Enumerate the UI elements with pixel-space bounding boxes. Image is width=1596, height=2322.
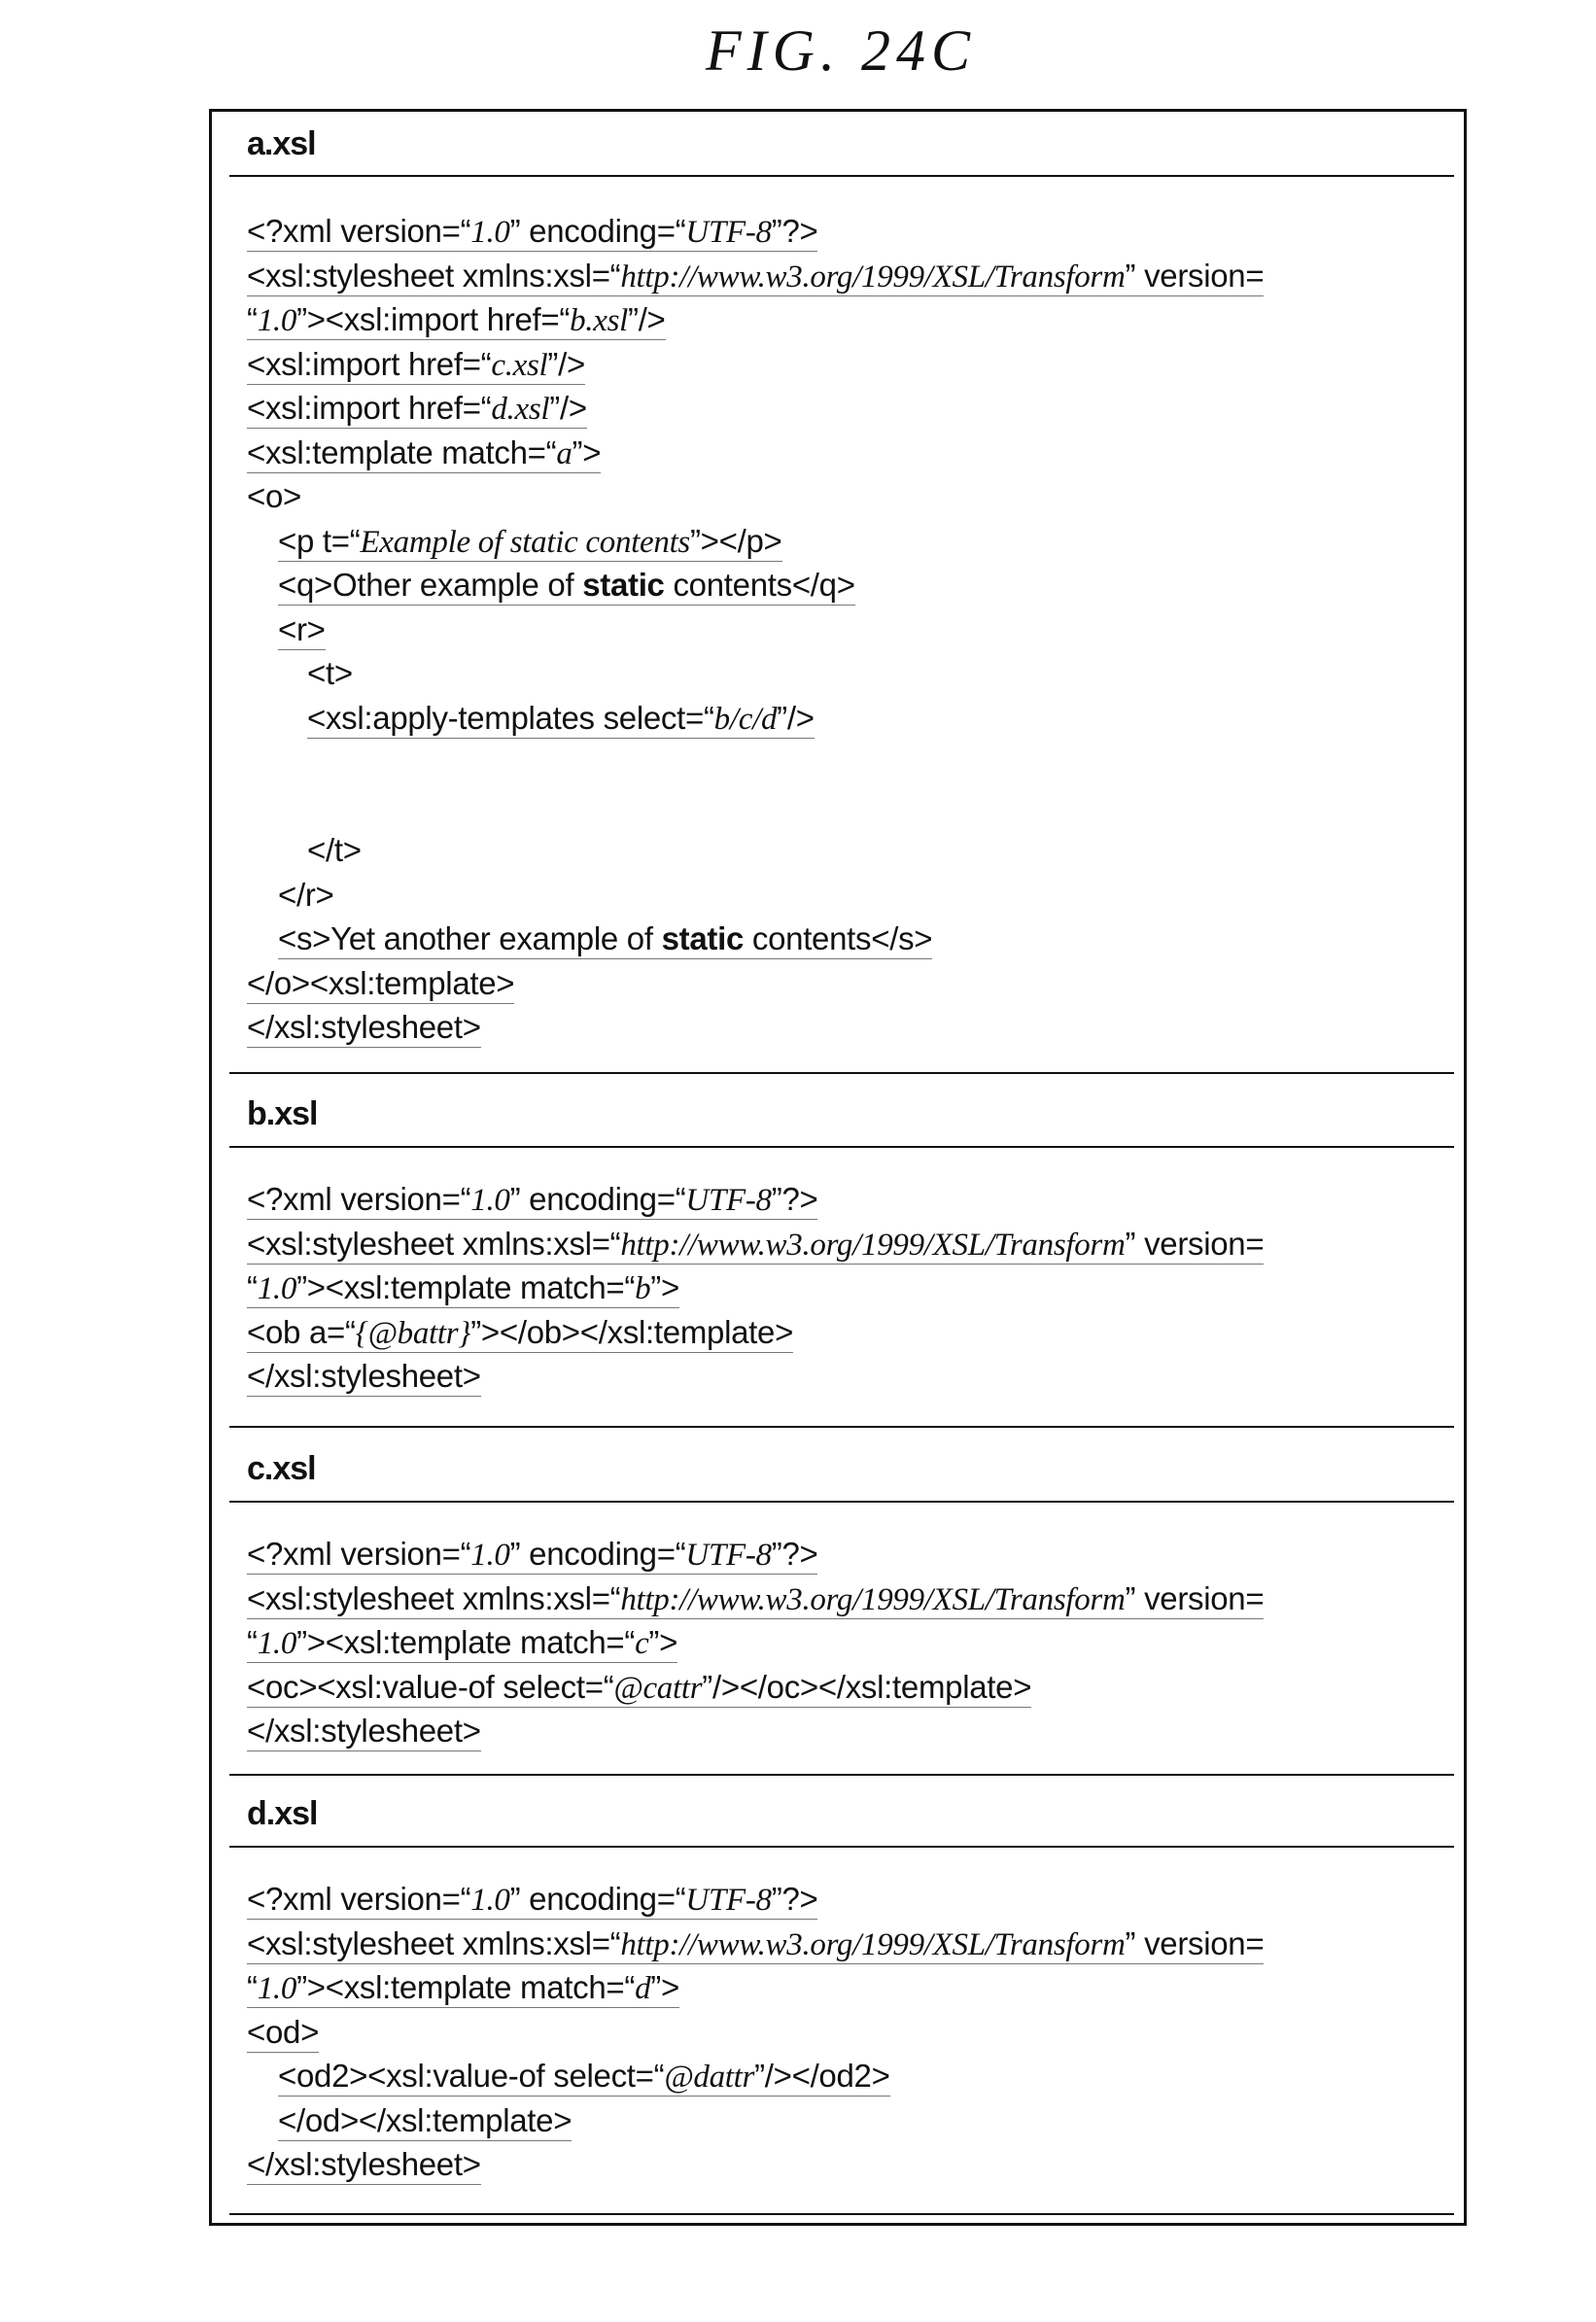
code-line: <p t=“Example of static contents”></p> <box>278 522 782 560</box>
code-line: “1.0”><xsl:import href=“b.xsl”/> <box>247 301 666 338</box>
section-rule <box>229 1146 1454 1148</box>
section-rule <box>229 1501 1454 1503</box>
section-rule <box>229 1846 1454 1848</box>
code-line: <r> <box>247 607 1433 652</box>
code-line: <xsl:import href=“c.xsl”/> <box>247 345 585 383</box>
code-listing-frame <box>209 109 1467 2226</box>
code-block-a-xsl <box>247 209 1433 1050</box>
blank-line <box>247 784 1433 829</box>
code-block-b-xsl <box>247 1177 1433 1399</box>
section-rule <box>229 1072 1454 1074</box>
section-title-a-xsl: a.xsl <box>247 125 316 162</box>
code-line: <xsl:stylesheet xmlns:xsl=“http://www.w3.org/1999/XSL/Transform” version= <box>247 1225 1265 1263</box>
code-line: </r> <box>278 876 334 913</box>
section-title-c-xsl: c.xsl <box>247 1450 316 1487</box>
code-line: “1.0”><xsl:template match=“b”> <box>247 1269 679 1306</box>
code-line: <od2><xsl:value-of select=“@dattr”/></od2> <box>278 2058 890 2095</box>
code-line: <?xml version=“1.0” encoding=“UTF-8”?> <box>247 1881 818 1918</box>
section-rule <box>229 1426 1454 1428</box>
section-title-d-xsl: d.xsl <box>247 1795 318 1832</box>
blank-line <box>247 740 1433 784</box>
section-rule <box>229 2213 1454 2215</box>
code-line: <oc><xsl:value-of select=“@cattr”/></oc></xsl:template> <box>247 1668 1032 1706</box>
figure-title: FIG. 24C <box>706 18 976 83</box>
code-line: </xsl:stylesheet> <box>247 1709 1433 1753</box>
code-line: <xsl:import href=“d.xsl”/> <box>247 390 587 427</box>
code-line: <?xml version=“1.0” encoding=“UTF-8”?> <box>247 213 818 250</box>
code-line: <?xml version=“1.0” encoding=“UTF-8”?> <box>247 1536 818 1573</box>
section-title-b-xsl: b.xsl <box>247 1095 318 1132</box>
code-line: <t> <box>307 655 353 691</box>
code-line: <xsl:stylesheet xmlns:xsl=“http://www.w3.org/1999/XSL/Transform” version= <box>247 1579 1265 1617</box>
code-line: <xsl:stylesheet xmlns:xsl=“http://www.w3.org/1999/XSL/Transform” version= <box>247 257 1265 295</box>
code-line: <s>Yet another example of static contents</s> <box>247 917 1433 961</box>
code-line: </xsl:stylesheet> <box>247 2142 1433 2187</box>
code-line: </xsl:stylesheet> <box>247 1005 1433 1050</box>
code-line: <od> <box>247 2010 1433 2055</box>
code-line: <xsl:apply-templates select=“b/c/d”/> <box>307 699 815 737</box>
code-line: </t> <box>307 832 362 868</box>
code-block-c-xsl <box>247 1532 1433 1753</box>
section-rule <box>229 1774 1454 1776</box>
code-line: <xsl:stylesheet xmlns:xsl=“http://www.w3.org/1999/XSL/Transform” version= <box>247 1924 1265 1962</box>
code-block-d-xsl <box>247 1877 1433 2187</box>
section-rule <box>229 175 1454 177</box>
code-line: </od></xsl:template> <box>247 2098 1433 2143</box>
code-line: <o> <box>247 478 301 514</box>
code-line: <?xml version=“1.0” encoding=“UTF-8”?> <box>247 1181 818 1218</box>
code-line: “1.0”><xsl:template match=“d”> <box>247 1969 679 2006</box>
code-line: </xsl:stylesheet> <box>247 1354 1433 1399</box>
code-line: <ob a=“{@battr}”></ob></xsl:template> <box>247 1313 794 1351</box>
code-line: “1.0”><xsl:template match=“c”> <box>247 1624 678 1661</box>
code-line: </o><xsl:template> <box>247 961 1433 1006</box>
code-line: <q>Other example of static contents</q> <box>247 563 1433 607</box>
code-line: <xsl:template match=“a”> <box>247 433 602 471</box>
